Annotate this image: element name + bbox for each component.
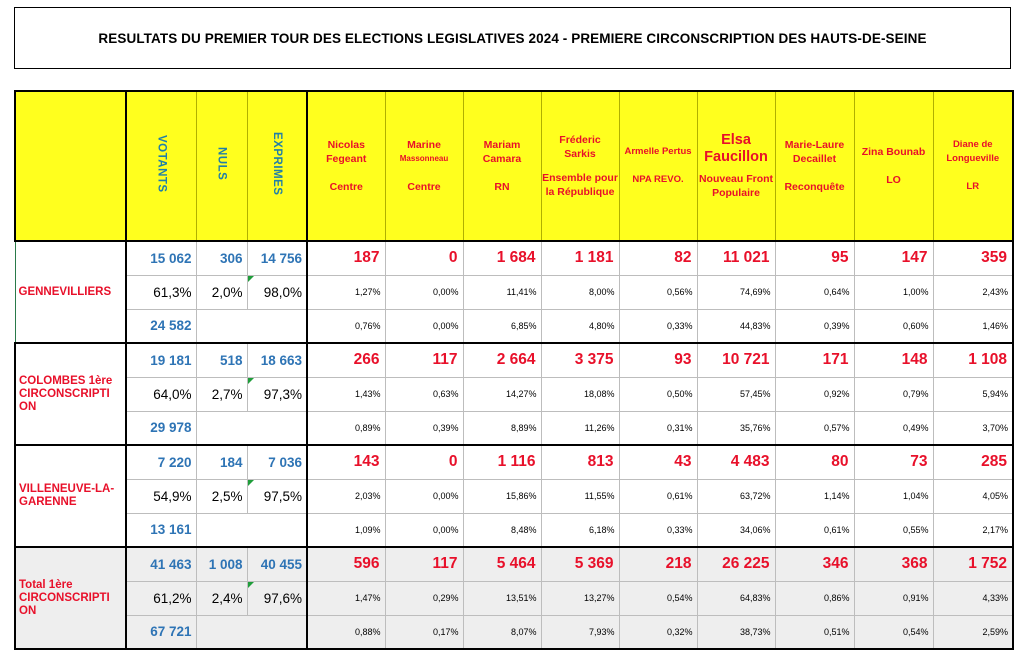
district-row-votes [15, 343, 1013, 377]
candidate-votes: 4 483 [697, 445, 775, 479]
candidate-votes: 148 [854, 343, 933, 377]
header-candidate: Diane de Longueville LR [933, 91, 1013, 241]
district-name: COLOMBES 1ère CIRCONSCRIPTI ON [15, 343, 126, 445]
candidate-pct-inscrits: 0,88% [307, 615, 385, 649]
votants-value: 41 463 [126, 547, 196, 581]
nuls-value: 1 008 [196, 547, 247, 581]
district-row-pct-inscrits [15, 309, 1013, 343]
candidate-votes: 143 [307, 445, 385, 479]
candidate-pct-inscrits: 0,39% [775, 309, 854, 343]
candidate-pct-inscrits: 0,76% [307, 309, 385, 343]
candidate-pct-exprimes: 0,63% [385, 377, 463, 411]
candidate-votes: 0 [385, 445, 463, 479]
candidate-votes: 82 [619, 241, 697, 275]
exprimes-pct: 98,0% [247, 275, 307, 309]
votants-value: 19 181 [126, 343, 196, 377]
candidate-votes: 93 [619, 343, 697, 377]
candidate-votes: 346 [775, 547, 854, 581]
district-row-pct-exprimes [15, 377, 1013, 411]
candidate-votes: 43 [619, 445, 697, 479]
candidate-pct-exprimes: 4,33% [933, 581, 1013, 615]
district-row-pct-inscrits [15, 513, 1013, 547]
candidate-votes: 117 [385, 343, 463, 377]
candidate-pct-exprimes: 11,41% [463, 275, 541, 309]
candidate-votes: 1 752 [933, 547, 1013, 581]
candidate-pct-inscrits: 6,85% [463, 309, 541, 343]
candidate-pct-exprimes: 57,45% [697, 377, 775, 411]
page-title: RESULTATS DU PREMIER TOUR DES ELECTIONS LEGISLATIVES 2024 - PREMIERE CIRCONSCRIPTION DES HAUTS-DE-SEINE [98, 30, 927, 46]
candidate-pct-inscrits: 44,83% [697, 309, 775, 343]
candidate-pct-inscrits: 35,76% [697, 411, 775, 445]
district-row-pct-exprimes [15, 479, 1013, 513]
votants-pct: 61,3% [126, 275, 196, 309]
candidate-pct-inscrits: 0,60% [854, 309, 933, 343]
header-candidate: Mariam Camara RN [463, 91, 541, 241]
candidate-pct-inscrits: 2,59% [933, 615, 1013, 649]
candidate-votes: 2 664 [463, 343, 541, 377]
exprimes-value: 40 455 [247, 547, 307, 581]
candidate-pct-inscrits: 0,51% [775, 615, 854, 649]
candidate-votes: 368 [854, 547, 933, 581]
inscrits-value: 13 161 [126, 513, 196, 547]
candidate-pct-inscrits: 34,06% [697, 513, 775, 547]
title-box [14, 7, 1011, 69]
empty-cell [196, 411, 307, 445]
candidate-votes: 813 [541, 445, 619, 479]
candidate-votes: 5 369 [541, 547, 619, 581]
candidate-pct-inscrits: 0,33% [619, 309, 697, 343]
candidate-votes: 11 021 [697, 241, 775, 275]
candidate-pct-exprimes: 11,55% [541, 479, 619, 513]
candidate-pct-exprimes: 18,08% [541, 377, 619, 411]
votants-value: 15 062 [126, 241, 196, 275]
candidate-pct-exprimes: 1,14% [775, 479, 854, 513]
header-row [15, 91, 1013, 241]
header-candidate: Zina Bounab LO [854, 91, 933, 241]
nuls-pct: 2,4% [196, 581, 247, 615]
candidate-pct-inscrits: 1,09% [307, 513, 385, 547]
candidate-pct-exprimes: 1,00% [854, 275, 933, 309]
candidate-votes: 1 684 [463, 241, 541, 275]
candidate-pct-exprimes: 0,00% [385, 479, 463, 513]
corner-cell [15, 91, 126, 241]
candidate-pct-inscrits: 0,55% [854, 513, 933, 547]
candidate-pct-exprimes: 1,04% [854, 479, 933, 513]
candidate-pct-exprimes: 0,92% [775, 377, 854, 411]
candidate-pct-inscrits: 8,07% [463, 615, 541, 649]
candidate-pct-inscrits: 0,89% [307, 411, 385, 445]
candidate-pct-inscrits: 0,17% [385, 615, 463, 649]
votants-pct: 54,9% [126, 479, 196, 513]
candidate-pct-exprimes: 4,05% [933, 479, 1013, 513]
candidate-pct-inscrits: 0,00% [385, 513, 463, 547]
candidate-pct-exprimes: 74,69% [697, 275, 775, 309]
results-table [14, 90, 1014, 650]
candidate-votes: 0 [385, 241, 463, 275]
exprimes-value: 14 756 [247, 241, 307, 275]
candidate-pct-exprimes: 0,50% [619, 377, 697, 411]
candidate-pct-inscrits: 11,26% [541, 411, 619, 445]
district-name: GENNEVILLIERS [15, 241, 126, 343]
district-row-votes [15, 445, 1013, 479]
candidate-votes: 285 [933, 445, 1013, 479]
exprimes-pct: 97,3% [247, 377, 307, 411]
empty-cell [196, 309, 307, 343]
nuls-pct: 2,5% [196, 479, 247, 513]
candidate-votes: 117 [385, 547, 463, 581]
candidate-votes: 80 [775, 445, 854, 479]
exprimes-value: 7 036 [247, 445, 307, 479]
header-candidate: Fréderic Sarkis Ensemble pour la République [541, 91, 619, 241]
candidate-pct-inscrits: 0,00% [385, 309, 463, 343]
candidate-votes: 266 [307, 343, 385, 377]
header-exprimes: EXPRIMES [247, 91, 307, 241]
candidate-pct-inscrits: 0,54% [854, 615, 933, 649]
inscrits-value: 29 978 [126, 411, 196, 445]
candidate-pct-exprimes: 0,79% [854, 377, 933, 411]
candidate-pct-exprimes: 2,43% [933, 275, 1013, 309]
inscrits-value: 67 721 [126, 615, 196, 649]
candidate-votes: 3 375 [541, 343, 619, 377]
candidate-pct-exprimes: 64,83% [697, 581, 775, 615]
nuls-pct: 2,7% [196, 377, 247, 411]
candidate-pct-exprimes: 0,86% [775, 581, 854, 615]
candidate-pct-exprimes: 15,86% [463, 479, 541, 513]
candidate-votes: 218 [619, 547, 697, 581]
candidate-pct-inscrits: 2,17% [933, 513, 1013, 547]
candidate-pct-inscrits: 0,57% [775, 411, 854, 445]
votants-pct: 61,2% [126, 581, 196, 615]
candidate-pct-inscrits: 0,61% [775, 513, 854, 547]
candidate-votes: 1 181 [541, 241, 619, 275]
exprimes-pct: 97,5% [247, 479, 307, 513]
district-row-pct-exprimes [15, 275, 1013, 309]
nuls-pct: 2,0% [196, 275, 247, 309]
exprimes-pct: 97,6% [247, 581, 307, 615]
nuls-value: 184 [196, 445, 247, 479]
candidate-pct-exprimes: 2,03% [307, 479, 385, 513]
candidate-pct-exprimes: 1,27% [307, 275, 385, 309]
candidate-votes: 26 225 [697, 547, 775, 581]
candidate-pct-exprimes: 5,94% [933, 377, 1013, 411]
nuls-value: 518 [196, 343, 247, 377]
candidate-pct-exprimes: 14,27% [463, 377, 541, 411]
candidate-pct-exprimes: 1,47% [307, 581, 385, 615]
candidate-pct-exprimes: 13,27% [541, 581, 619, 615]
header-candidate: Armelle Pertus NPA REVO. [619, 91, 697, 241]
candidate-pct-inscrits: 3,70% [933, 411, 1013, 445]
empty-cell [196, 513, 307, 547]
candidate-pct-exprimes: 63,72% [697, 479, 775, 513]
candidate-pct-inscrits: 0,32% [619, 615, 697, 649]
candidate-votes: 5 464 [463, 547, 541, 581]
candidate-pct-exprimes: 0,91% [854, 581, 933, 615]
candidate-pct-exprimes: 0,64% [775, 275, 854, 309]
header-candidate: Marine Massonneau Centre [385, 91, 463, 241]
district-row-pct-inscrits [15, 411, 1013, 445]
candidate-pct-exprimes: 0,61% [619, 479, 697, 513]
candidate-pct-inscrits: 1,46% [933, 309, 1013, 343]
candidate-pct-exprimes: 0,56% [619, 275, 697, 309]
candidate-votes: 147 [854, 241, 933, 275]
district-name: Total 1ère CIRCONSCRIPTI ON [15, 547, 126, 649]
inscrits-value: 24 582 [126, 309, 196, 343]
header-candidate: Marie-Laure Decaillet Reconquête [775, 91, 854, 241]
empty-cell [196, 615, 307, 649]
candidate-pct-exprimes: 1,43% [307, 377, 385, 411]
header-candidate: Nicolas Fegeant Centre [307, 91, 385, 241]
candidate-pct-inscrits: 7,93% [541, 615, 619, 649]
candidate-votes: 10 721 [697, 343, 775, 377]
header-votants: VOTANTS [126, 91, 196, 241]
candidate-votes: 359 [933, 241, 1013, 275]
district-row-votes [15, 241, 1013, 275]
exprimes-value: 18 663 [247, 343, 307, 377]
district-row-pct-inscrits [15, 615, 1013, 649]
district-row-pct-exprimes [15, 581, 1013, 615]
header-candidate: Elsa Faucillon Nouveau Front Populaire [697, 91, 775, 241]
votants-pct: 64,0% [126, 377, 196, 411]
nuls-value: 306 [196, 241, 247, 275]
candidate-votes: 1 116 [463, 445, 541, 479]
candidate-pct-exprimes: 0,00% [385, 275, 463, 309]
candidate-pct-inscrits: 8,48% [463, 513, 541, 547]
district-row-votes [15, 547, 1013, 581]
candidate-pct-exprimes: 13,51% [463, 581, 541, 615]
candidate-votes: 596 [307, 547, 385, 581]
candidate-pct-inscrits: 0,31% [619, 411, 697, 445]
candidate-pct-inscrits: 8,89% [463, 411, 541, 445]
candidate-pct-exprimes: 0,54% [619, 581, 697, 615]
candidate-pct-inscrits: 6,18% [541, 513, 619, 547]
candidate-votes: 95 [775, 241, 854, 275]
candidate-votes: 1 108 [933, 343, 1013, 377]
candidate-pct-inscrits: 0,49% [854, 411, 933, 445]
candidate-pct-inscrits: 38,73% [697, 615, 775, 649]
candidate-pct-inscrits: 0,33% [619, 513, 697, 547]
district-name: VILLENEUVE-LA-GARENNE [15, 445, 126, 547]
candidate-votes: 73 [854, 445, 933, 479]
candidate-pct-exprimes: 0,29% [385, 581, 463, 615]
candidate-pct-inscrits: 0,39% [385, 411, 463, 445]
header-nuls: NULS [196, 91, 247, 241]
candidate-pct-exprimes: 8,00% [541, 275, 619, 309]
candidate-votes: 187 [307, 241, 385, 275]
votants-value: 7 220 [126, 445, 196, 479]
candidate-votes: 171 [775, 343, 854, 377]
candidate-pct-inscrits: 4,80% [541, 309, 619, 343]
